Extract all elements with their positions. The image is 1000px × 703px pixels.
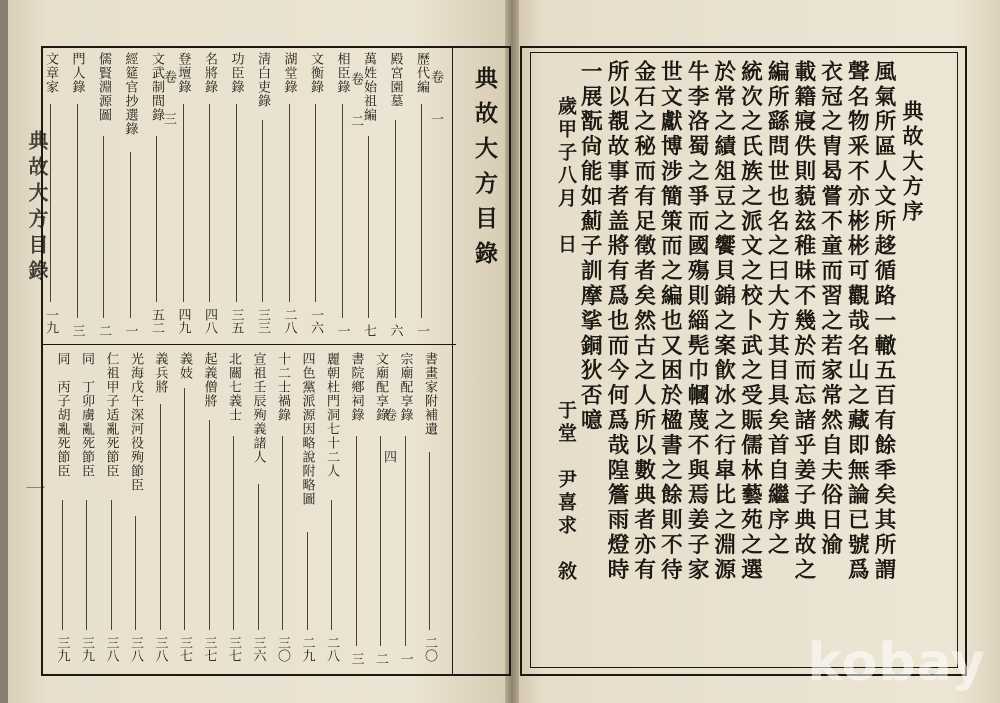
preface-line: 金石之秘而有足徵者矣然古之人所以數典者亦有 [630, 60, 656, 583]
toc-bottom-entry-page-number: 三九 [54, 636, 70, 662]
toc-top-entry-label: 文武制間錄 [149, 52, 164, 122]
toc-bottom-entry-label: 文廟配享錄 [373, 352, 388, 422]
toc-top-entry-leader-line [156, 136, 157, 302]
toc-bottom-entry-page-number: 三八 [152, 636, 168, 662]
toc-top-entry-label: 文章家 [43, 52, 58, 94]
toc-top-entry-leader-line [236, 104, 237, 302]
toc-bottom-entry-label: 十二士禍錄 [275, 352, 290, 422]
toc-bottom-entry-label: 麗朝杜門洞七十二人 [324, 352, 339, 478]
toc-bottom-entry-label: 光海戊午深河役殉節臣 [128, 352, 143, 492]
toc-top-entry-page-number: 一 [414, 324, 429, 337]
toc-top-entry-leader-line [315, 104, 316, 302]
preface-date: 歲甲子八月 日 [555, 96, 577, 257]
toc-bottom-entry-page-number: 三七 [201, 636, 217, 662]
toc-top-entry-page-number: 三五 [228, 308, 244, 334]
toc-bottom-entry-leader-line [258, 484, 259, 630]
toc-bottom-entry-leader-line [405, 436, 406, 646]
toc-top-entry-page-number: 一九 [43, 308, 58, 334]
toc-bottom-entry-leader-line [135, 516, 136, 630]
toc-top-entry-label: 文衡錄 [308, 52, 323, 94]
preface-line: 於常之績俎豆之饗貝錦之案飮冰之行皐比之淵源 [710, 60, 736, 583]
toc-top-entry-leader-line [342, 104, 343, 318]
toc-top-entry-label: 湖堂錄 [281, 52, 297, 94]
preface-line: 聲名物釆不亦彬彬可觀哉名山之藏即無論已號爲 [844, 60, 870, 583]
toc-divider [41, 344, 456, 345]
toc-bottom-entry-page-number: 二八 [324, 636, 339, 662]
toc-top-entry-page-number: 一 [334, 324, 350, 337]
toc-top-entry-page-number: 三三 [255, 308, 270, 334]
margin-title: 典故大方目錄 [25, 130, 49, 286]
toc-top-entry-page-number: 七 [361, 324, 376, 337]
toc-top-entry-label: 登壇錄 [175, 52, 191, 94]
toc-bottom-entry-page-number: 三七 [177, 636, 192, 662]
toc-top-entry-page-number: 五二 [149, 308, 164, 334]
toc-title: 典故大方目錄 [471, 66, 498, 276]
toc-bottom-entry-page-number: 一 [397, 652, 413, 665]
toc-top-entry-leader-line [50, 104, 51, 302]
toc-top-entry-leader-line [368, 136, 369, 318]
toc-bottom-entry-page-number: 三八 [103, 636, 119, 662]
margin-page-number: 一 [22, 478, 46, 498]
toc-top-entry-label: 儒賢淵源圖 [96, 52, 111, 122]
preface-line: 統次之氏族之派文之校卜武之受賑儒林藝苑之選 [737, 60, 763, 583]
toc-top-entry-label: 功臣錄 [228, 52, 244, 94]
preface-line: 牛李洛蜀之爭而國殤則緇髡巾幗蔑不與焉姜子家 [684, 60, 710, 583]
preface-line: 編所繇問世也名之曰大方其目具矣首自繼序之 [764, 60, 790, 558]
toc-bottom-entry-leader-line [282, 436, 283, 630]
toc-bottom-entry-page-number: 三〇 [275, 636, 290, 662]
toc-top-entry-leader-line [262, 120, 263, 302]
toc-top-entry-leader-line [209, 104, 210, 302]
toc-bottom-entry-leader-line [209, 420, 210, 630]
toc-bottom-entry-leader-line [233, 436, 234, 630]
toc-top-entry-label: 殿宮園墓 [387, 52, 403, 108]
toc-bottom-entry-leader-line [184, 388, 185, 630]
toc-bottom-entry-label: 義兵將 [152, 352, 168, 394]
preface-line: 世文獻博涉簡策而之編也又困於楹書之餘則不待 [657, 60, 683, 583]
toc-bottom-entry-label: 仁祖甲子适亂死節臣 [103, 352, 119, 478]
toc-top-entry-leader-line [421, 104, 422, 318]
toc-bottom-entry-page-number: 二九 [299, 636, 315, 662]
toc-top-entry-leader-line [130, 152, 131, 318]
preface-title: 典故大方序 [900, 100, 925, 225]
preface-line: 一展翫尙能如薊子訓摩挲銅狄否噫 [577, 60, 603, 434]
toc-top-entry-label: 萬姓始祖編 [361, 52, 376, 122]
toc-top-entry-label: 歷代編 [414, 52, 429, 94]
toc-top-entry-label: 名將錄 [202, 52, 217, 94]
toc-bottom-entry-label: 同 丁卯虜亂死節臣 [79, 352, 94, 478]
toc-top-entry-leader-line [289, 104, 290, 302]
toc-top-entry-label: 門人錄 [69, 52, 85, 94]
toc-top-entry-page-number: 四八 [202, 308, 217, 334]
preface-line: 載籍寢佚則藐玆稚昧不幾於而忘諸乎姜子典故之 [790, 60, 816, 583]
toc-top-entry-page-number: 一 [122, 324, 138, 337]
toc-bottom-entry-label: 同 丙子胡亂死節臣 [54, 352, 70, 478]
toc-bottom-entry-label: 書院鄕祠錄 [348, 352, 364, 422]
toc-top-entry-page-number: 四九 [175, 308, 191, 334]
toc-bottom-entry-page-number: 二 [373, 652, 388, 665]
preface-line: 衣冠之胄曷嘗不童而習之若家常然自夫俗日渝 [817, 60, 843, 558]
toc-bottom-entry-page-number: 三六 [250, 636, 266, 662]
watermark-logo: kobay [807, 633, 986, 693]
volume-label-2: 卷 二 [348, 72, 363, 135]
toc-top-entry-leader-line [183, 104, 184, 302]
preface-author: 于堂 尹喜求 敘 [555, 400, 577, 584]
toc-top-entry-page-number: 一六 [308, 308, 323, 334]
toc-bottom-entry-leader-line [331, 500, 332, 630]
preface-line: 風氣所區人文所趍循路一轍五百有餘秊矣其所謂 [871, 60, 896, 583]
toc-top-entry-label: 相臣錄 [334, 52, 350, 94]
toc-bottom-entry-page-number: 三八 [128, 636, 143, 662]
toc-bottom-entry-page-number: 三 [348, 652, 364, 665]
toc-bottom-entry-label: 北關七義士 [226, 352, 241, 422]
toc-bottom-entry-leader-line [111, 500, 112, 630]
toc-bottom-entry-leader-line [307, 532, 308, 630]
toc-bottom-entry-label: 四色黨派源因略說附略圖 [299, 352, 315, 506]
toc-top-entry-page-number: 二 [96, 324, 111, 337]
toc-top-entry-leader-line [77, 104, 78, 318]
toc-bottom-entry-label: 義妓 [177, 352, 192, 380]
toc-top-entry-label: 經筵官抄選錄 [122, 52, 138, 136]
preface-line: 所以覩故事者盖將有爲也而今何爲哉隍簷雨燈時 [604, 60, 629, 583]
toc-bottom-entry-leader-line [86, 500, 87, 630]
toc-top-entry-page-number: 三 [69, 324, 85, 337]
toc-top-entry-page-number: 六 [387, 324, 403, 337]
toc-top-entry-leader-line [395, 120, 396, 318]
toc-bottom-entry-leader-line [62, 500, 63, 630]
toc-bottom-entry-leader-line [429, 452, 430, 630]
toc-top-entry-label: 淸白吏錄 [255, 52, 270, 108]
toc-bottom-entry-label: 起義僧將 [201, 352, 217, 408]
toc-bottom-entry-label: 宣祖壬辰殉義諸人 [250, 352, 266, 464]
toc-top-entry-leader-line [103, 136, 104, 318]
toc-bottom-entry-page-number: 三七 [226, 636, 241, 662]
toc-bottom-entry-page-number: 二〇 [422, 636, 437, 662]
toc-bottom-entry-leader-line [356, 436, 357, 646]
volume-label-4: 卷 四 [381, 408, 396, 471]
toc-bottom-entry-leader-line [160, 404, 161, 630]
toc-bottom-entry-page-number: 三九 [79, 636, 94, 662]
toc-bottom-entry-label: 宗廟配享錄 [397, 352, 413, 422]
toc-top-entry-page-number: 二八 [281, 308, 297, 334]
volume-label-3: 卷 三 [161, 70, 176, 133]
volume-label-1: 卷 一 [428, 70, 443, 133]
toc-bottom-entry-label: 書畫家附補遺 [422, 352, 437, 436]
